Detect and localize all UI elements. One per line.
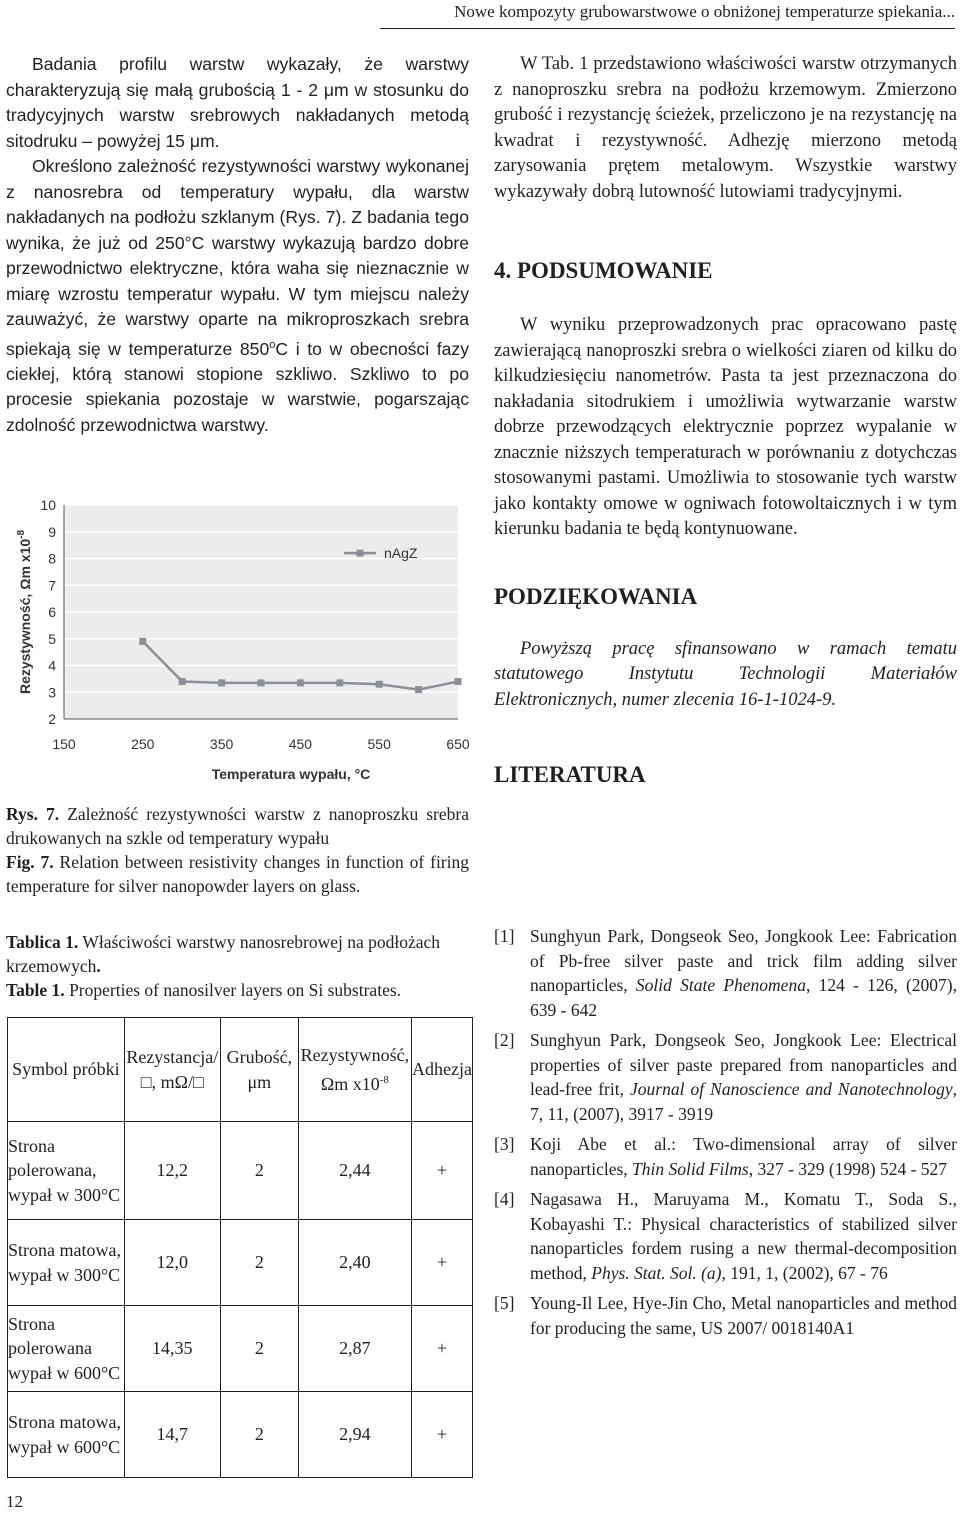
y-tick-label: 5 (48, 630, 56, 647)
reference-journal: Solid State Phenomena (635, 975, 806, 995)
reference-list (494, 924, 957, 1346)
data-point (258, 679, 265, 686)
reference-details: , 124 - 126, (2007), 639 - 642 (530, 975, 957, 1020)
table-cell: 2 (220, 1220, 298, 1306)
y-tick-label: 9 (48, 523, 56, 540)
paragraph-text: W tym miejscu należy zauważyć, że warstwy oparte na mikroproszkach srebra spiekają się w temperaturze 850 (6, 283, 469, 359)
table-caption-end: . (96, 956, 101, 976)
x-tick-label: 450 (288, 736, 313, 752)
reference-authors-title: Sunghyun Park, Dongseok Seo, Jongkook Lee: Fabrication of Pb-free silver paste and trick film adding silver nanoparticles, (530, 926, 957, 995)
table-caption (6, 930, 469, 1002)
table-cell: Strona matowa, wypał w 300°C (8, 1220, 125, 1306)
y-tick-label: 10 (40, 497, 56, 513)
figure-label: Fig. 7. (6, 852, 54, 872)
paragraph: W Tab. 1 przedstawiono właściwości warstw otrzymanych z nanoproszku srebra na podłożu krzemowym. Zmierzono grubość i rezystancję ścieżek, przeliczono je na rezystancję na kwadrat i rezystywność. Adhezję mierzono metodą zarysowania prętem metalowym. Wszystkie warstwy wykazywały dobrą lutowność lutowiami tradycyjnymi. (494, 54, 957, 202)
superscript: -8 (379, 1073, 389, 1086)
data-point (455, 678, 462, 685)
x-tick-label: 250 (131, 736, 155, 752)
reference-authors-title: Young-Il Lee, Hye-Jin Cho, Metal nanoparticles and method for producing the same, US 2007/ 0018140A1 (530, 1293, 957, 1338)
y-tick-label: 2 (48, 711, 56, 727)
x-tick-label: 350 (209, 736, 234, 752)
data-point (415, 686, 422, 693)
table-cell: + (412, 1392, 473, 1478)
table-row (8, 1220, 473, 1306)
table-cell: 14,35 (124, 1306, 220, 1392)
data-point (179, 678, 186, 685)
reference-details: , 327 - 329 (1998) 524 - 527 (748, 1158, 948, 1179)
table-cell: 12,0 (124, 1220, 220, 1306)
reference-journal: Journal of Nanoscience and Nanotechnology (630, 1079, 953, 1099)
data-point (139, 638, 146, 645)
legend-label: nAgZ (384, 545, 418, 562)
table-row (8, 1122, 473, 1220)
y-tick-label: 6 (48, 604, 56, 620)
figure-caption-text: Relation between resistivity changes in function of firing temperature for silver nanopowder layers on glass. (6, 852, 469, 896)
properties-table (7, 1017, 473, 1478)
right-column (494, 52, 957, 791)
reference-item (494, 1028, 957, 1126)
table-header: Adhezja (412, 1018, 473, 1122)
section-heading-acknowledgements: PODZIĘKOWANIA (494, 583, 698, 609)
reference-authors-title: Nagasawa H., Maruyama M., Komatu T., Soda S., Kobayashi T.: Physical characteristics of stabilized silver nanoparticles fordem rusing a new thermal-decomposition method, (530, 1189, 957, 1283)
table-label: Table 1. (6, 980, 65, 1000)
figure-label: Rys. 7. (6, 804, 60, 824)
data-point (336, 679, 343, 686)
table-header (298, 1018, 411, 1122)
table-cell: Strona polerowana wypał w 600°C (8, 1306, 125, 1392)
data-point (297, 679, 304, 686)
page-number: 12 (6, 1492, 23, 1511)
paragraph: W wyniku przeprowadzonych prac opracowano pastę zawierającą nanoproszki srebra o wielkości ziaren od kilku do kilkudziesięciu nanometrów. Pasta ta jest przeznaczona do nakładania sitodrukiem i umożliwia wytwarzanie warstw dobrze przewodzących elektrycznie poprzez wypalanie w znacznie niższych temperaturach w porównaniu z dotychczas stosowanymi pastami. Umożliwia to stosowanie tych warstw jako kontakty omowe w ogniwach fotowoltaicznych i w tym kierunku badania te będą kontynuowane. (494, 315, 957, 539)
table-cell: Strona matowa, wypał w 600°C (8, 1392, 125, 1478)
reference-journal: Thin Solid Films (632, 1158, 749, 1179)
figure-7 (6, 495, 474, 795)
x-tick-label: 550 (367, 736, 391, 752)
section-heading-summary: 4. PODSUMOWANIE (494, 258, 713, 283)
table-cell: 2 (220, 1306, 298, 1392)
y-tick-label: 4 (48, 657, 56, 674)
data-point (376, 681, 383, 688)
legend-marker (357, 550, 364, 557)
reference-text (530, 1132, 957, 1181)
x-tick-label: 150 (52, 736, 76, 752)
table-cell: Strona polerowana, wypał w 300°C (8, 1122, 125, 1220)
paragraph: Badania profilu warstw wykazały, że warstwy charakteryzują się małą grubością 1 - 2 μm w stosunku do tradycyjnych warstw srebrowych nakładanych metodą sitodruku – powyżej 15 μm. (6, 54, 469, 151)
table-cell: 2,40 (298, 1220, 411, 1306)
table-row (8, 1306, 473, 1392)
figure-caption-text: Zależność rezystywności warstw z nanoproszku srebra drukowanych na szkle od temperatury wypału (6, 804, 469, 848)
table-header: Grubość, μm (220, 1018, 298, 1122)
superscript: o (269, 338, 276, 351)
table-caption-text: Właściwości warstwy nanosrebrowej na podłożach krzemowych (6, 932, 441, 976)
reference-text (530, 924, 957, 1022)
section-heading-literature: LITERATURA (494, 762, 646, 787)
reference-text (530, 1291, 957, 1340)
reference-number: [1] (494, 926, 515, 946)
x-axis-label: Temperatura wypału, °C (211, 766, 371, 782)
reference-number: [2] (494, 1030, 515, 1050)
paragraph-text: C i to w obecności fazy ciekłej, którą stanowi stopione szkliwo. Szkliwo to po procesie spiekania pozostaje w warstwie, pogarszając zdolność przewodnictwa warstwy. (6, 338, 469, 435)
reference-text (530, 1187, 957, 1285)
table-caption-text: Properties of nanosilver layers on Si substrates. (69, 980, 402, 1000)
reference-item (494, 1291, 957, 1340)
table-header-row (8, 1018, 473, 1122)
y-tick-label: 7 (48, 577, 56, 594)
table-cell: 2,44 (298, 1122, 411, 1220)
data-point (218, 679, 225, 686)
paragraph-text: Określono zależność rezystywności warstwy wykonanej z nanosrebra od temperatury wypału, dla warstw nakładanych na podłożu szklanym (Rys. 7). Z badania tego wynika, że już od 250°C warstwy wykazują bardzo dobre przewodnictwo elektryczne, która waha się nieznacznie w miarę wzrostu temperatur wypału. (6, 156, 469, 304)
y-axis-label: Rezystywność, Ωm $x10^{-8}$ (16, 529, 33, 695)
table-cell: + (412, 1122, 473, 1220)
reference-number: [4] (494, 1189, 515, 1209)
table-label: Tablica 1. (6, 932, 79, 952)
resistivity-chart (6, 495, 474, 795)
running-header-text: Nowe kompozyty grubowarstwowe o obniżonej temperaturze spiekania... (454, 2, 955, 21)
running-header (380, 0, 955, 29)
table-cell: + (412, 1306, 473, 1392)
reference-item (494, 1132, 957, 1181)
reference-text (530, 1028, 957, 1126)
reference-authors-title: Koji Abe et al.: Two-dimensional array of silver nanoparticles, (530, 1134, 957, 1179)
figure-caption (6, 802, 469, 898)
table-cell: 2 (220, 1392, 298, 1478)
paragraph (6, 154, 469, 438)
reference-details: , 7, 11, (2007), 3917 - 3919 (530, 1079, 957, 1124)
table-cell: 2,87 (298, 1306, 411, 1392)
table-cell: + (412, 1220, 473, 1306)
left-column (6, 52, 469, 438)
reference-details: , 191, 1, (2002), 67 - 76 (721, 1262, 888, 1283)
reference-journal: Phys. Stat. Sol. (a) (591, 1262, 722, 1283)
table-cell: 14,7 (124, 1392, 220, 1478)
y-tick-label: 8 (48, 550, 56, 567)
table-cell: 2,94 (298, 1392, 411, 1478)
acknowledgement-text: Powyższą pracę sfinansowano w ramach tematu statutowego Instytutu Technologii Materiałów Elektronicznych, numer zlecenia 16-1-1024-9. (494, 638, 957, 710)
reference-number: [5] (494, 1293, 515, 1313)
header-text: Rezystywność, Ωm x10 (300, 1044, 410, 1094)
table-header: Symbol próbki (8, 1018, 125, 1122)
reference-number: [3] (494, 1134, 515, 1154)
x-tick-label: 650 (446, 736, 470, 752)
reference-item (494, 924, 957, 1022)
reference-item (494, 1187, 957, 1285)
table-header: Rezystancja/□, mΩ/□ (124, 1018, 220, 1122)
y-tick-label: 3 (48, 684, 56, 701)
table-cell: 2 (220, 1122, 298, 1220)
table-row (8, 1392, 473, 1478)
table-cell: 12,2 (124, 1122, 220, 1220)
reference-authors-title: Sunghyun Park, Dongseok Seo, Jongkook Lee: Electrical properties of silver paste prepared from nanoparticles and lead-free frit, (530, 1030, 957, 1099)
